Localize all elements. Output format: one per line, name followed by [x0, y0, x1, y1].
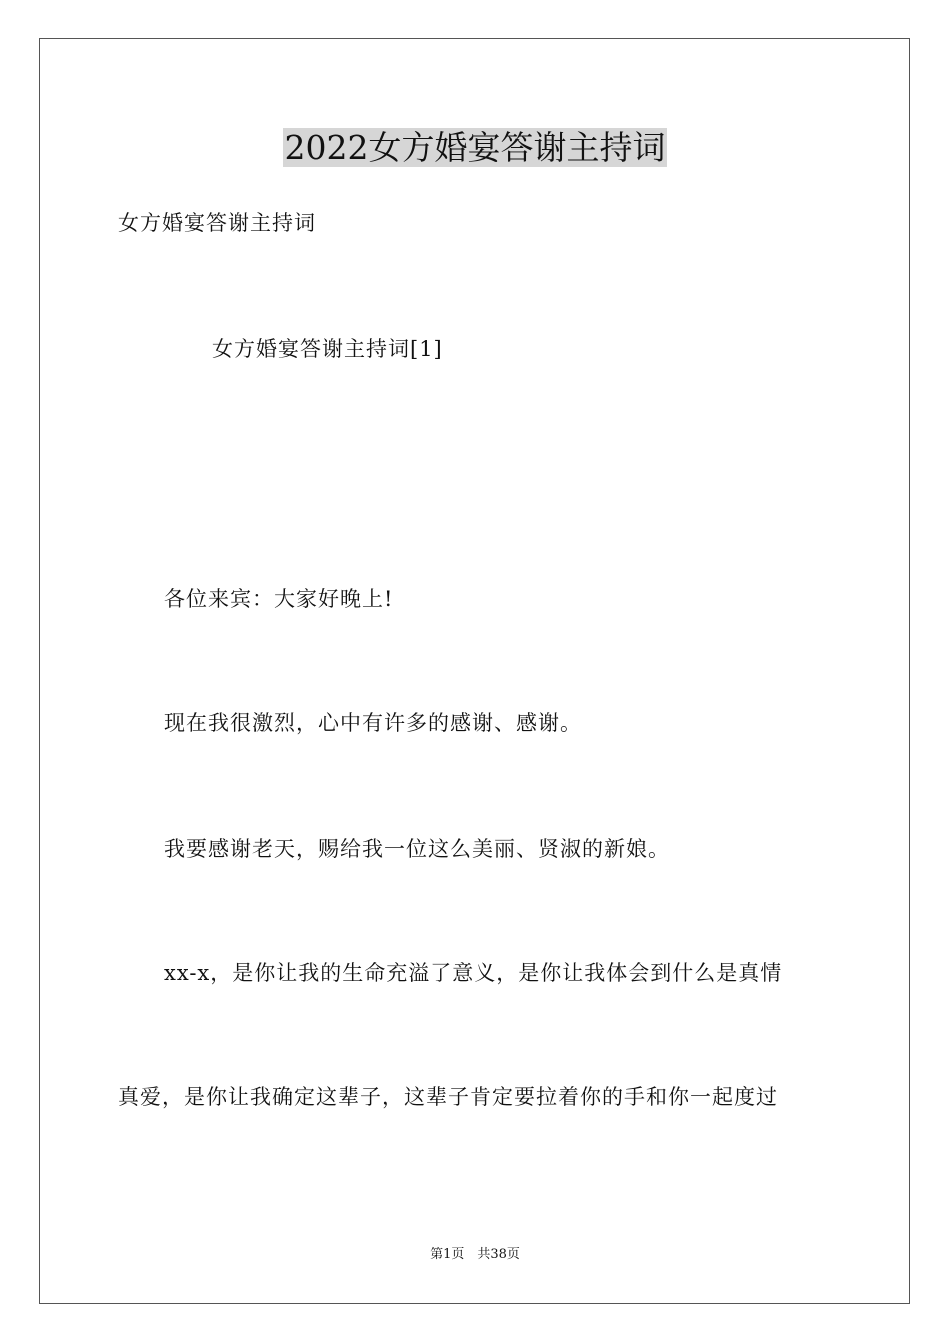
document-subtitle: 女方婚宴答谢主持词 — [118, 211, 316, 235]
paragraph-greeting: 各位来宾：大家好晚上! — [164, 587, 394, 611]
paragraph-true-love: 真爱，是你让我确定这辈子，这辈子肯定要拉着你的手和你一起度过 — [118, 1085, 778, 1109]
page-footer: 第1页 共38页 — [430, 1247, 520, 1262]
document-title-text: 2022女方婚宴答谢主持词 — [284, 128, 666, 167]
paragraph-gratitude: 现在我很激烈，心中有许多的感谢、感谢。 — [164, 711, 582, 735]
paragraph-meaning: xx-x，是你让我的生命充溢了意义，是你让我体会到什么是真情 — [164, 961, 783, 985]
paragraph-thanks-heaven: 我要感谢老天，赐给我一位这么美丽、贤淑的新娘。 — [164, 837, 670, 861]
document-title — [0, 126, 950, 170]
section-heading: 女方婚宴答谢主持词[1] — [212, 337, 443, 361]
